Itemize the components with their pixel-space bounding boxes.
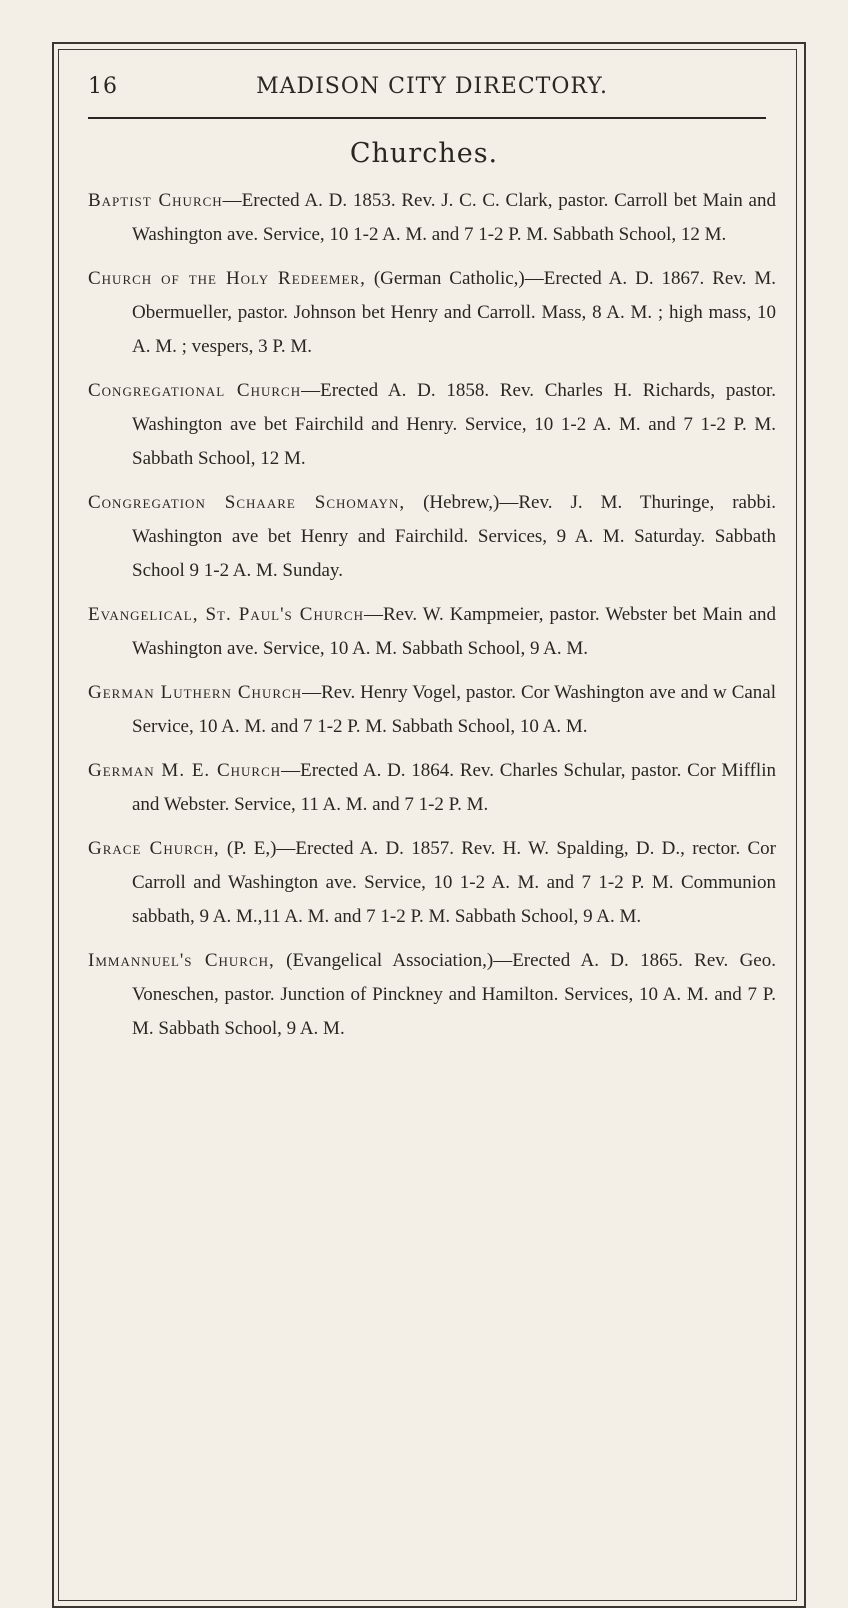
page-border-bottom-inner xyxy=(58,1600,796,1601)
church-details: (P. E,)—Erected A. D. 1857. Rev. H. W. Spalding, D. D., rector. Cor Carroll and Washington ave. Service, 10 1-2 A. M. and 7 1-2 P. M. Communion sabbath, 9 A. M.,11 A. M. and 7 1-2 P. M. Sabbath School, 9 A. M. xyxy=(132,838,776,927)
church-details: (Evangelical Association,)—Erected A. D. 1865. Rev. Geo. Voneschen, pastor. Junction of Pinckney and Hamilton. Services, 10 A. M. and 7 P. M. Sabbath School, 9 A. M. xyxy=(132,950,776,1039)
church-details: —Erected A. D. 1864. Rev. Charles Schular, pastor. Cor Mifflin and Webster. Service, 11 A. M. and 7 1-2 P. M. xyxy=(132,760,776,815)
page-border-right xyxy=(804,42,806,1608)
church-entry xyxy=(88,676,776,744)
church-name: Baptist Church xyxy=(88,190,223,211)
church-name: Congregational Church xyxy=(88,380,302,401)
church-name: Congregation Schaare Schomayn, xyxy=(88,492,406,513)
church-entry xyxy=(88,598,776,666)
church-entries xyxy=(88,184,776,1056)
church-entry xyxy=(88,184,776,252)
church-name: Evangelical, St. Paul's Church xyxy=(88,604,364,625)
page-border-top xyxy=(52,42,806,44)
page-border-top-inner xyxy=(58,49,796,50)
church-name: German M. E. Church xyxy=(88,760,282,781)
church-name: Church of the Holy Redeemer, xyxy=(88,268,366,289)
page-border-left-inner xyxy=(58,49,59,1601)
page-header xyxy=(88,74,776,104)
church-details: (Hebrew,)—Rev. J. M. Thuringe, rabbi. Washington ave bet Henry and Fairchild. Services, 9 A. M. Saturday. Sabbath School 9 1-2 A. M. Sunday. xyxy=(132,492,777,581)
church-name: Immannuel's Church, xyxy=(88,950,275,971)
running-title: MADISON CITY DIRECTORY. xyxy=(256,74,608,99)
church-name: Grace Church, xyxy=(88,838,220,859)
church-details: —Erected A. D. 1858. Rev. Charles H. Richards, pastor. Washington ave bet Fairchild and Henry. Service, 10 1-2 A. M. and 7 1-2 P. M. Sabbath School, 12 M. xyxy=(132,380,777,469)
church-details: (German Catholic,)—Erected A. D. 1867. Rev. M. Obermueller, pastor. Johnson bet Henry and Carroll. Mass, 8 A. M. ; high mass, 10 A. M. ; vespers, 3 P. M. xyxy=(132,268,776,357)
church-entry xyxy=(88,374,776,476)
church-entry xyxy=(88,754,776,822)
church-details: —Rev. Henry Vogel, pastor. Cor Washington ave and w Canal Service, 10 A. M. and 7 1-2 P. M. Sabbath School, 10 A. M. xyxy=(132,682,777,737)
church-details: —Rev. W. Kampmeier, pastor. Webster bet Main and Washington ave. Service, 10 A. M. Sabbath School, 9 A. M. xyxy=(132,604,776,659)
church-entry xyxy=(88,944,776,1046)
section-title: Churches. xyxy=(349,138,499,169)
header-rule xyxy=(88,117,766,119)
church-details: —Erected A. D. 1853. Rev. J. C. C. Clark, pastor. Carroll bet Main and Washington ave. Service, 10 1-2 A. M. and 7 1-2 P. M. Sabbath School, 12 M. xyxy=(132,190,776,245)
church-name: German Luthern Church xyxy=(88,682,303,703)
page-border-left xyxy=(52,42,54,1608)
page-border-right-inner xyxy=(796,49,797,1601)
church-entry xyxy=(88,832,776,934)
church-entry xyxy=(88,262,776,364)
church-entry xyxy=(88,486,776,588)
page-number: 16 xyxy=(88,74,118,99)
